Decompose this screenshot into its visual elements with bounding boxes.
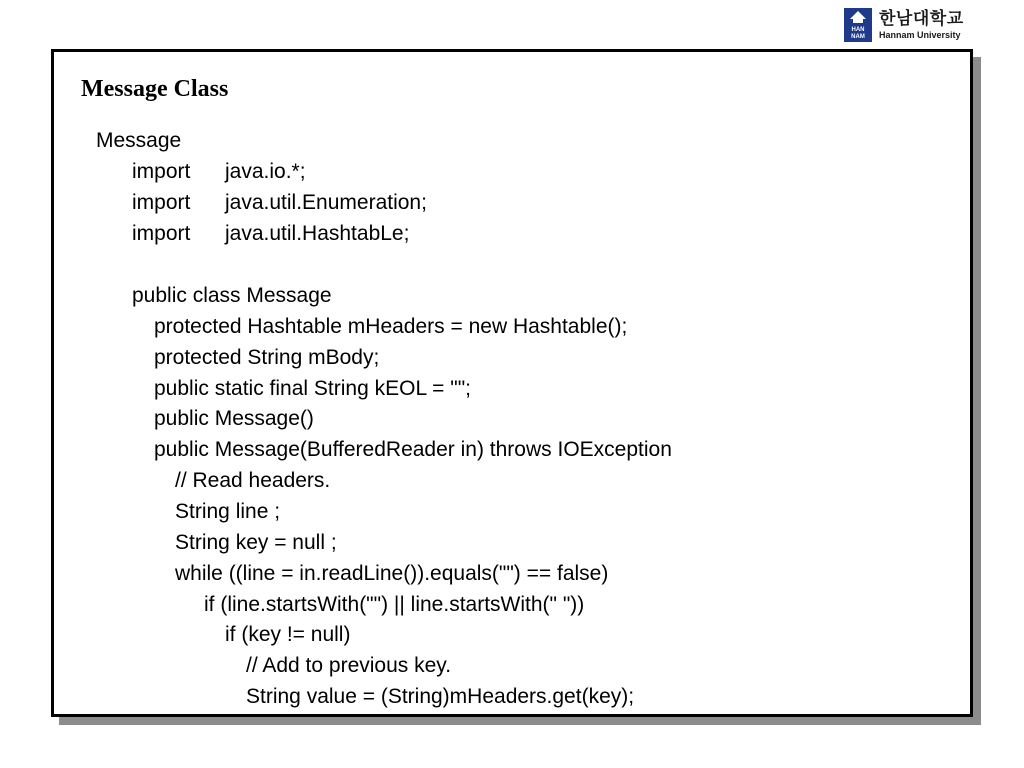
import-keyword: import: [132, 222, 191, 245]
code-line: String value = (String)mHeaders.get(key);: [246, 685, 635, 708]
code-line: String line ;: [175, 500, 281, 523]
code-line: public static final String kEOL = "";: [154, 377, 472, 400]
import-package: java.util.HashtabLe;: [225, 222, 410, 245]
import-package: java.util.Enumeration;: [225, 191, 427, 214]
svg-text:NAM: NAM: [851, 34, 865, 40]
logo-korean-name: 한남대학교: [879, 8, 964, 29]
university-emblem-icon: [844, 8, 872, 42]
svg-text:HAN: HAN: [851, 27, 865, 33]
import-keyword: import: [132, 160, 191, 183]
code-line: public Message(): [154, 407, 314, 430]
logo-english-name: Hannam University: [879, 29, 961, 40]
code-line: [132, 161, 306, 182]
code-line: [132, 192, 427, 213]
slide-title: Message Class: [81, 76, 229, 102]
content-frame: [51, 49, 973, 717]
import-keyword: import: [132, 191, 191, 214]
code-line: protected String mBody;: [154, 346, 380, 369]
code-line: protected Hashtable mHeaders = new Hashtable();: [154, 315, 628, 338]
code-line: if (line.startsWith("") || line.startsWith(" ")): [204, 593, 585, 616]
code-line: while ((line = in.readLine()).equals("") == false): [175, 562, 609, 585]
university-logo: [844, 7, 978, 43]
logo-text: [879, 8, 964, 40]
code-line: public Message(BufferedReader in) throws IOException: [154, 438, 672, 461]
code-line: Message: [96, 129, 182, 152]
code-line: if (key != null): [225, 623, 351, 646]
import-package: java.io.*;: [225, 160, 306, 183]
code-comment: // Read headers.: [175, 469, 331, 492]
code-comment: // Add to previous key.: [246, 654, 452, 677]
code-line: String key = null ;: [175, 531, 337, 554]
code-line: [132, 223, 409, 244]
code-line: public class Message: [132, 284, 332, 307]
